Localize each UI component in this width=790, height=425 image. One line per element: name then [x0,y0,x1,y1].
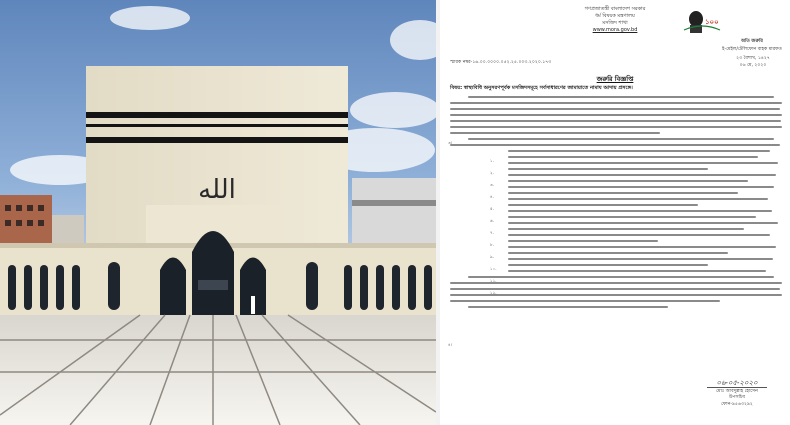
item-number: ২. [490,170,494,175]
memo-number: স্মারক নম্বর-১৬.০০.০০০০.০৫২.২৫.০০৩.২০২০.১৭৩ [450,60,552,65]
item-number: ১. [490,158,494,163]
website-link[interactable]: www.mora.gov.bd [592,27,638,33]
date-bengali: ২৩ বৈশাখ, ১৪২৭ [736,56,770,61]
allah-calligraphy: الله [198,175,236,205]
signature-block [692,380,782,408]
signatory-name: মোঃ আবদুল্লাহ হোসেন [716,389,758,395]
notice-document [440,0,790,425]
delivery-mode: ই-মেইল/টেলিফোন বাহক মারফত [722,46,782,52]
notice-title: জরুরি বিজ্ঞপ্তি [596,75,634,83]
notice-body [450,96,782,312]
item-number: ৯. [490,254,494,259]
signatory-designation: উপসচিব [728,395,746,401]
notice-subject: বিষয়: স্বাস্থ্যবিধি অনুসরণপূর্বক মসজিদসমূহে সর্বসাধারণের জামায়াতে নামায আদায় প্রসঙ্গে। [450,85,633,91]
building-right [352,178,436,248]
section-number: ৪। [448,342,453,347]
item-number: ৫. [490,206,494,211]
person [251,296,255,314]
item-number: ৩. [490,182,494,187]
ministry-line: ধর্ম বিষয়ক মন্ত্রণালয় [595,13,635,19]
item-number: ৭. [490,230,494,235]
dates-block [718,55,788,69]
item-number: ১০. [490,266,497,271]
signature-scrawl: ০৬-০৫-২০২০ [716,379,758,387]
item-number: ৪. [490,194,494,199]
main-arch [192,231,234,315]
item-number: ১১. [490,278,497,283]
urgent-label: অতি জরুরি [741,39,763,44]
document-header [530,6,700,34]
item-number: ৮. [490,242,494,247]
mujib-year-logo [682,8,722,34]
govt-line: গণপ্রজাতন্ত্রী বাংলাদেশ সরকার [584,6,646,12]
date-gregorian: ০৬ মে, ২০২০ [739,63,767,68]
svg-text:১০০: ১০০ [705,18,719,26]
item-number: ৬. [490,218,494,223]
section-number: ৩। [448,140,453,145]
item-number: ১২. [490,290,497,295]
signatory-phone: ফোন-৯৫৬৩২৯২ [721,401,753,407]
section-line: মসজিদ শাখা [602,20,628,26]
right-header [716,38,788,53]
